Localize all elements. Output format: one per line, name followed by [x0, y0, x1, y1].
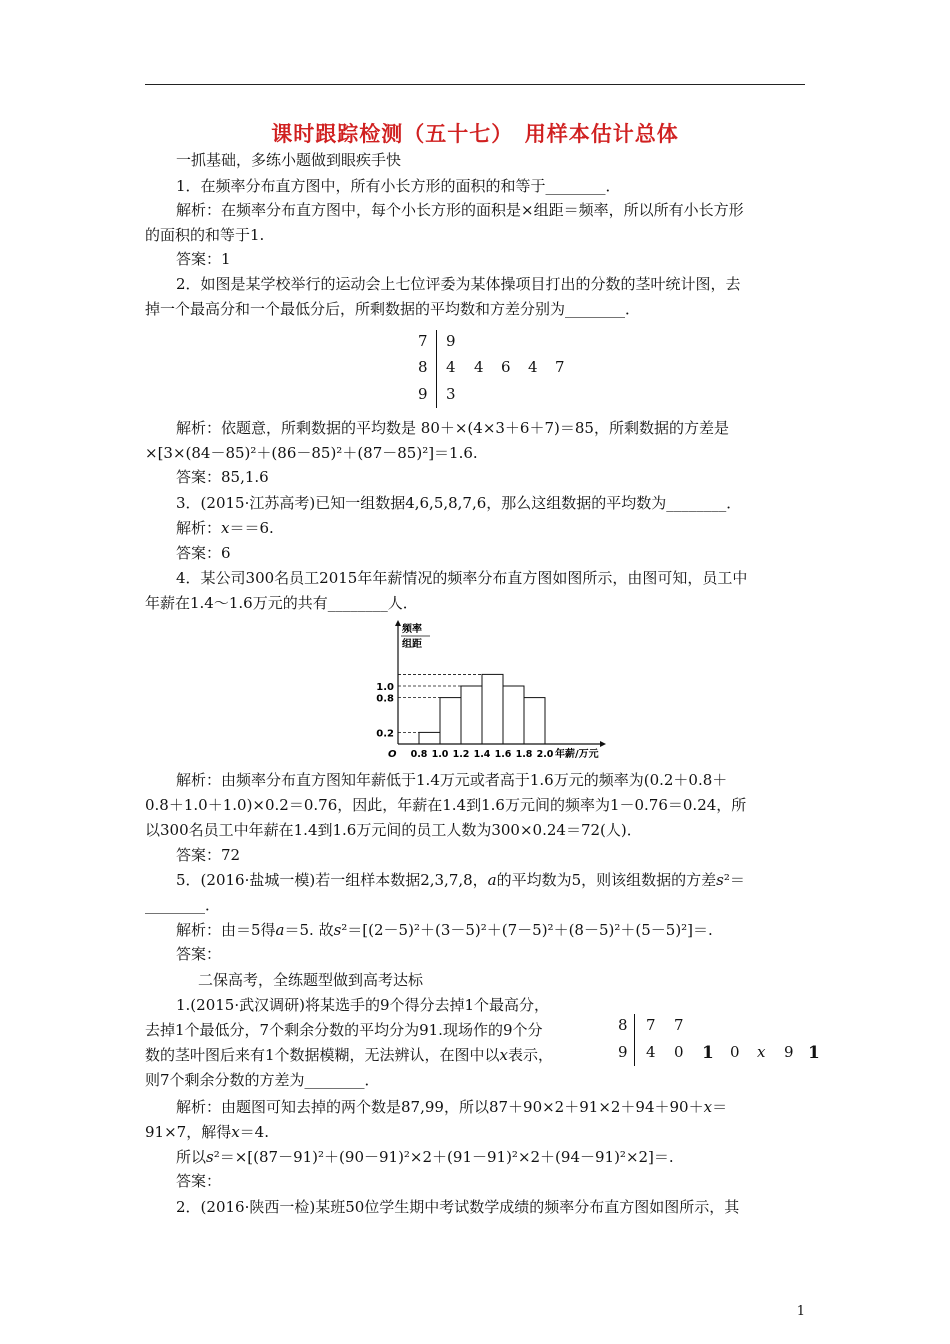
q2-analysis: 解析：依题意，所剩数据的平均数是 80＋×(4×3＋6＋7)＝85，所剩数据的方差是: [176, 419, 729, 437]
q1-question: 1．在频率分布直方图中，所有小长方形的面积的和等于________．: [176, 177, 621, 195]
stem-value: 9: [618, 1043, 628, 1061]
q4-question: 4．某公司300名员工2015年年薪情况的频率分布直方图如图所示，由图可知，员工中: [176, 569, 748, 587]
histogram-bar: [440, 698, 461, 744]
x-tick-label: 1.4: [473, 749, 491, 760]
stem-leaf-divider: [634, 1014, 635, 1066]
p1-question: 1.(2015·武汉调研)将某选手的9个得分去掉1个最高分，: [176, 996, 550, 1014]
q2-question-cont: 掉一个最高分和一个最低分后，所剩数据的平均数和方差分别为________．: [145, 300, 641, 318]
histogram-bar: [482, 674, 503, 744]
leaf-value: 4: [646, 1043, 656, 1061]
p1-question-cont: 数的茎叶图后来有1个数据模糊，无法辨认，在图中以x表示，: [145, 1046, 554, 1064]
y-tick-label: 0.2: [376, 728, 394, 740]
leaf-value: 4: [446, 358, 456, 376]
leaf-value: 1: [702, 1043, 714, 1063]
q1-analysis-cont: 的面积的和等于1.: [145, 226, 265, 244]
q4-analysis-cont: 0.8＋1.0＋1.0)×0.2＝0.76，因此，年薪在1.4到1.6万元间的频率为1－0.76＝0.24，所: [145, 796, 747, 814]
leaf-value: 3: [446, 385, 456, 403]
q1-answer: 答案：1: [176, 250, 231, 268]
leaf-value: 9: [784, 1043, 794, 1061]
x-tick-label: 1.8: [515, 749, 533, 760]
stem-leaf-divider: [436, 330, 437, 408]
leaf-value: 4: [474, 358, 484, 376]
p2-question: 2．(2016·陕西一检)某班50位学生期中考试数学成绩的频率分布直方图如图所示，其: [176, 1198, 740, 1216]
p1-question-cont: 去掉1个最低分，7个剩余分数的平均分为91.现场作的9个分: [145, 1021, 543, 1039]
q1-analysis: 解析：在频率分布直方图中，每个小长方形的面积是×组距＝频率，所以所有小长方形: [176, 201, 744, 219]
histogram-bar: [524, 698, 545, 744]
leaf-value: 6: [501, 358, 511, 376]
section-heading-2: 二保高考，全练题型做到高考达标: [198, 971, 424, 989]
y-axis-arrow: [395, 620, 401, 626]
y-tick-label: 1.0: [376, 682, 394, 693]
q5-analysis: 解析：由＝5得a＝5. 故s²＝[(2－5)²＋(3－5)²＋(7－5)²＋(8－5)²＋(5－5)²]＝.: [176, 921, 713, 939]
section-heading-1: 一抓基础，多练小题做到眼疾手快: [176, 151, 402, 169]
q2-answer: 答案：85,1.6: [176, 468, 269, 486]
x-tick-label: 1.2: [452, 749, 470, 760]
q5-answer: 答案：: [176, 945, 222, 963]
origin-label: O: [388, 749, 397, 760]
p1-analysis: 解析：由题图可知去掉的两个数是87,99，所以87＋90×2＋91×2＋94＋90＋x＝: [176, 1098, 728, 1116]
p1-question-cont: 则7个剩余分数的方差为________．: [145, 1071, 380, 1089]
q5-question-cont: ________．: [145, 896, 221, 914]
page-title: 课时跟踪检测（五十七） 用样本估计总体: [271, 122, 679, 146]
q3-question: 3．(2015·江苏高考)已知一组数据4,6,5,8,7,6，那么这组数据的平均数为________．: [176, 494, 742, 512]
q3-analysis: 解析：x＝＝6.: [176, 519, 274, 537]
q4-analysis: 解析：由频率分布直方图知年薪低于1.4万元或者高于1.6万元的频率为(0.2＋0.8＋: [176, 771, 728, 789]
y-tick-label: 0.8: [376, 693, 394, 705]
x-tick-label: 0.8: [410, 749, 428, 760]
stem-value: 8: [618, 1016, 628, 1034]
stem-value: 9: [418, 385, 428, 403]
leaf-value: 7: [674, 1016, 684, 1034]
q4-analysis-cont: 以300名员工中年薪在1.4到1.6万元间的员工人数为300×0.24＝72(人)．: [145, 821, 642, 839]
y-axis-label: 频率: [402, 624, 422, 635]
histogram-bar: [461, 686, 482, 744]
stem-value: 7: [418, 332, 428, 350]
q4-question-cont: 年薪在1.4～1.6万元的共有________人．: [145, 594, 418, 612]
x-tick-label: 2.0: [536, 749, 554, 760]
leaf-value: 9: [446, 332, 456, 350]
x-axis-arrow: [600, 741, 606, 747]
p1-analysis-cont: 所以s²＝×[(87－91)²＋(90－91)²×2＋(91－91)²×2＋(94－91)²×2]＝.: [176, 1148, 674, 1166]
x-axis-label: 年薪/万元: [555, 749, 599, 760]
page-number: 1: [796, 1304, 805, 1319]
p1-answer: 答案：: [176, 1172, 222, 1190]
leaf-value: 0: [674, 1043, 684, 1061]
histogram-bar: [419, 732, 440, 744]
q3-answer: 答案：6: [176, 544, 231, 562]
leaf-value: 0: [730, 1043, 740, 1061]
stem-value: 8: [418, 358, 428, 376]
q2-analysis-cont: ×[3×(84－85)²＋(86－85)²＋(87－85)²]＝1.6.: [145, 444, 478, 462]
header-rule: [145, 84, 805, 85]
leaf-value: 4: [528, 358, 538, 376]
leaf-value: x: [757, 1043, 766, 1061]
q2-question: 2．如图是某学校举行的运动会上七位评委为某体操项目打出的分数的茎叶统计图，去: [176, 275, 741, 293]
p1-analysis-cont: 91×7，解得x＝4.: [145, 1123, 269, 1141]
salary-histogram: [360, 618, 620, 762]
x-tick-label: 1.0: [431, 749, 449, 760]
leaf-value: 1: [808, 1043, 820, 1063]
histogram-bar: [503, 686, 524, 744]
x-tick-label: 1.6: [494, 749, 512, 760]
y-axis-label: 组距: [402, 639, 422, 650]
q4-answer: 答案：72: [176, 846, 241, 864]
leaf-value: 7: [646, 1016, 656, 1034]
leaf-value: 7: [555, 358, 565, 376]
q5-question: 5．(2016·盐城一模)若一组样本数据2,3,7,8，a的平均数为5，则该组数据的方差s²＝: [176, 871, 745, 889]
